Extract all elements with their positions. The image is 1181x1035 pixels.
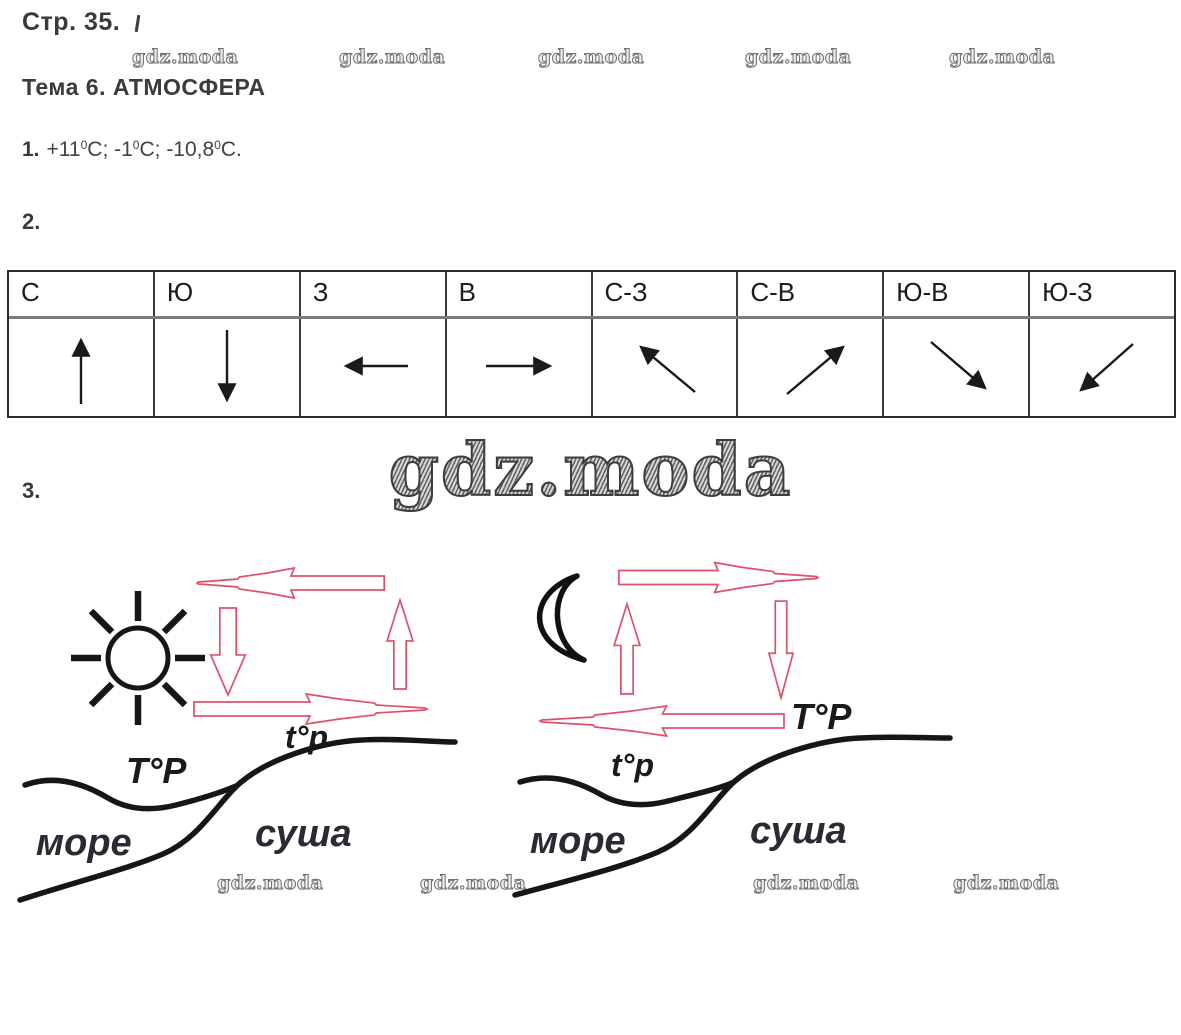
watermark: gdz.moda bbox=[420, 872, 527, 894]
task2-number: 2. bbox=[22, 209, 41, 234]
task1-text: C; -1 bbox=[87, 138, 133, 161]
arrow-right-icon bbox=[454, 320, 584, 416]
airflow-arrow-left-surface-icon bbox=[540, 706, 784, 736]
sea-label: море bbox=[530, 820, 626, 862]
task1-number: 1. bbox=[22, 138, 40, 161]
breeze-diagram bbox=[0, 540, 1181, 970]
moon-icon bbox=[540, 576, 584, 660]
airflow-arrow-left-aloft-icon bbox=[197, 568, 384, 598]
airflow-arrow-down-over-sea-icon bbox=[211, 608, 246, 695]
land-label: суша bbox=[750, 810, 847, 852]
airflow-arrow-right-aloft-icon bbox=[619, 563, 818, 593]
land-air-label: t°p bbox=[285, 719, 328, 755]
arrow-left-icon bbox=[308, 320, 438, 416]
sea-label: море bbox=[36, 822, 132, 864]
watermark: gdz.moda bbox=[339, 46, 446, 68]
arrow-down-icon bbox=[162, 320, 292, 416]
watermark: gdz.moda bbox=[753, 872, 860, 894]
watermark: gdz.moda bbox=[217, 872, 324, 894]
watermark-large: gdz.moda bbox=[388, 427, 793, 512]
sea-air-label: T°P bbox=[126, 750, 187, 791]
arrow-up-icon bbox=[16, 320, 146, 416]
arrow-down-right-icon bbox=[891, 320, 1021, 416]
day-diagram bbox=[20, 568, 455, 900]
airflow-arrow-down-over-land-icon bbox=[769, 601, 793, 698]
task3-number: 3. bbox=[22, 478, 41, 503]
cutoff-glyph-mark bbox=[135, 15, 141, 32]
table-header-row bbox=[9, 272, 1174, 319]
table-header-cell: Ю-З bbox=[1042, 277, 1093, 307]
watermark: gdz.moda bbox=[745, 46, 852, 68]
table-header-cell: З bbox=[301, 272, 447, 316]
watermark: gdz.moda bbox=[953, 872, 1060, 894]
sun-icon bbox=[71, 591, 205, 725]
table-header-cell: С-З bbox=[593, 272, 739, 316]
table-cell bbox=[9, 319, 155, 416]
table-cell bbox=[593, 319, 739, 416]
land-label: суша bbox=[255, 813, 352, 855]
page-number-text: Стр. 35. bbox=[22, 8, 121, 36]
table-header-cell: Ю bbox=[155, 272, 301, 316]
wind-direction-table bbox=[7, 270, 1176, 418]
watermark: gdz.moda bbox=[538, 46, 645, 68]
table-header-cell: Ю-В bbox=[884, 272, 1030, 316]
watermark: gdz.moda bbox=[132, 46, 239, 68]
sea-air-label: t°p bbox=[611, 747, 654, 783]
land-slope-line bbox=[515, 737, 950, 895]
table-header-cell: В bbox=[447, 272, 593, 316]
table-cell bbox=[884, 319, 1030, 416]
task1-text: C; -10,8 bbox=[139, 138, 215, 161]
topic-heading: Тема 6. АТМОСФЕРА bbox=[22, 74, 266, 100]
arrow-down-left-icon bbox=[1037, 320, 1167, 416]
table-arrow-row bbox=[9, 319, 1174, 416]
land-slope-line bbox=[20, 739, 455, 900]
watermark: gdz.moda bbox=[949, 46, 1056, 68]
table-cell bbox=[447, 319, 593, 416]
arrow-up-right-icon bbox=[745, 320, 875, 416]
night-diagram bbox=[515, 563, 950, 896]
page-title bbox=[22, 8, 139, 37]
table-cell bbox=[301, 319, 447, 416]
task1-text: C. bbox=[220, 138, 242, 161]
table-cell bbox=[155, 319, 301, 416]
degree-superscript: 0 bbox=[80, 138, 88, 152]
degree-superscript: 0 bbox=[132, 138, 140, 152]
task1-answer bbox=[22, 138, 242, 162]
degree-superscript: 0 bbox=[214, 138, 221, 152]
airflow-arrow-up-over-land-icon bbox=[387, 600, 413, 689]
task1-text: +11 bbox=[46, 138, 81, 161]
table-cell bbox=[1030, 319, 1174, 416]
arrow-up-left-icon bbox=[599, 320, 729, 416]
airflow-arrow-up-over-sea-icon bbox=[614, 604, 640, 694]
table-header-cell: С bbox=[9, 272, 155, 316]
table-header-cell: С-В bbox=[738, 272, 884, 316]
land-air-label: T°P bbox=[791, 696, 852, 737]
table-cell bbox=[738, 319, 884, 416]
